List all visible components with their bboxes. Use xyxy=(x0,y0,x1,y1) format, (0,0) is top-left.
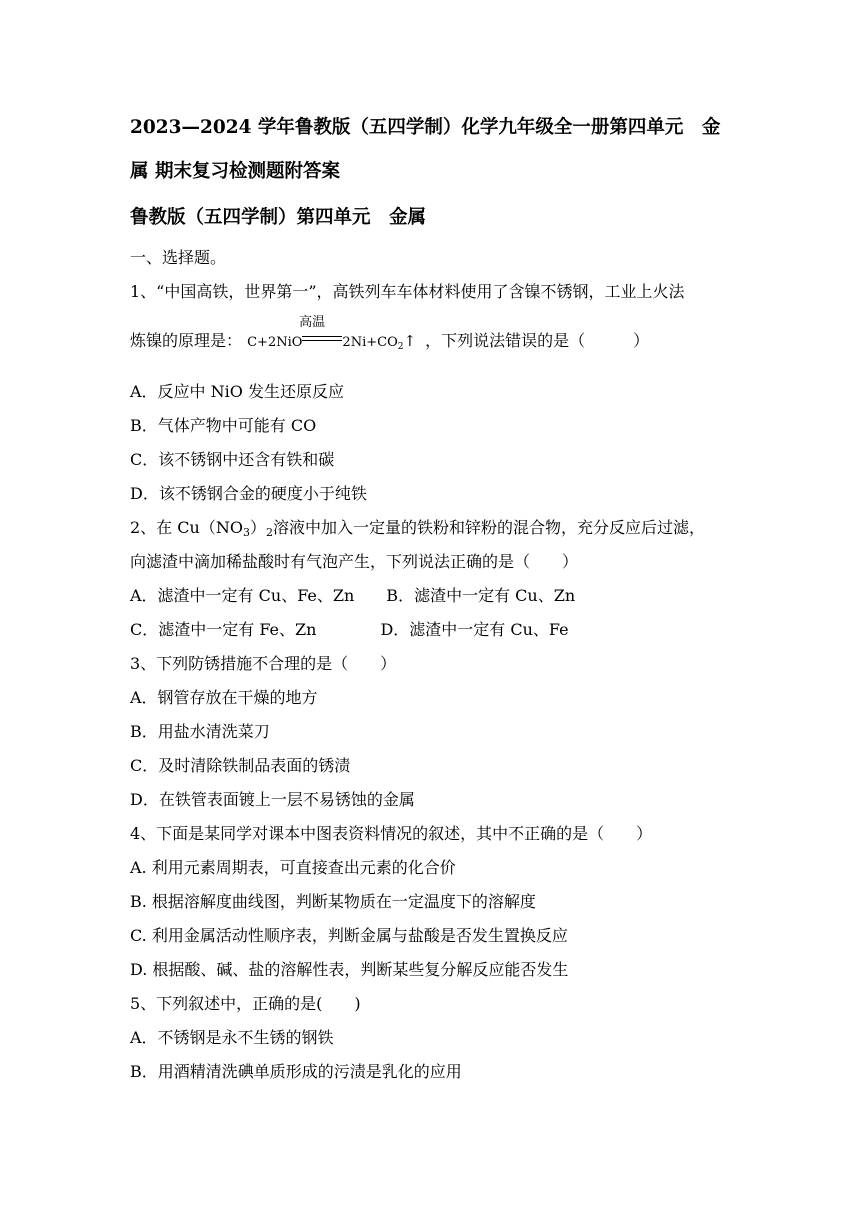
equals-sign-icon xyxy=(302,335,342,343)
equation-products: 2Ni+CO xyxy=(342,335,398,350)
equation-condition: 高温 xyxy=(299,315,326,330)
q2-subscript-2: 2 xyxy=(265,526,273,539)
q5-option-a: A．不锈钢是永不生锈的钢铁 xyxy=(130,1028,334,1047)
q2-subscript-1: 3 xyxy=(242,526,250,539)
q1-option-c: C．该不锈钢中还含有铁和碳 xyxy=(130,450,335,469)
q4-option-b: B. 根据溶解度曲线图，判断某物质在一定温度下的溶解度 xyxy=(130,892,536,911)
equation-reactants: C+2NiO xyxy=(247,335,303,350)
q1-option-d: D．该不锈钢合金的硬度小于纯铁 xyxy=(130,484,367,503)
gas-arrow-icon: ↑ xyxy=(403,332,417,350)
q4-option-c: C. 利用金属活动性顺序表，判断金属与盐酸是否发生置换反应 xyxy=(130,926,568,945)
q2-stem-line-2: 向滤渣中滴加稀盐酸时有气泡产生，下列说法正确的是（ ） xyxy=(130,552,579,571)
chemical-equation xyxy=(247,315,417,357)
q1-prefix: 炼镍的原理是： xyxy=(130,331,243,350)
q2-text-a: 2、在 Cu（NO xyxy=(130,518,243,537)
q4-option-a: A. 利用元素周期表，可直接查出元素的化合价 xyxy=(130,858,456,877)
document-title-line-1: 2023—2024 学年鲁教版（五四学制）化学九年级全一册第四单元 金 xyxy=(130,117,721,138)
q2-text-b: ） xyxy=(249,518,266,537)
q1-suffix: ，下列说法错误的是（ ） xyxy=(425,331,650,350)
q2-options-row-2: C．滤渣中一定有 Fe、Zn D．滤渣中一定有 Cu、Fe xyxy=(130,620,569,639)
q1-option-b: B．气体产物中可能有 CO xyxy=(130,416,317,435)
q2-stem-line-1 xyxy=(130,518,705,538)
q3-option-b: B．用盐水清洗菜刀 xyxy=(130,722,270,741)
q2-text-c: 溶液中加入一定量的铁粉和锌粉的混合物，充分反应后过滤， xyxy=(272,518,705,537)
unit-subtitle: 鲁教版（五四学制）第四单元 金属 xyxy=(130,207,427,228)
section-heading: 一、选择题。 xyxy=(130,248,227,267)
q4-option-d: D. 根据酸、碱、盐的溶解性表，判断某些复分解反应能否发生 xyxy=(130,960,569,979)
q5-option-b: B．用酒精清洗碘单质形成的污渍是乳化的应用 xyxy=(130,1062,462,1081)
q1-stem-line-1: 1、“中国高铁，世界第一”，高铁列车车体材料使用了含镍不锈钢，工业上火法 xyxy=(130,282,685,301)
q1-stem-line-2 xyxy=(130,315,650,357)
equation-subscript: 2 xyxy=(397,342,404,352)
q3-option-d: D．在铁管表面镀上一层不易锈蚀的金属 xyxy=(130,790,415,809)
q2-options-row-1: A．滤渣中一定有 Cu、Fe、Zn B．滤渣中一定有 Cu、Zn xyxy=(130,586,576,605)
q1-option-a: A．反应中 NiO 发生还原反应 xyxy=(130,382,344,401)
q3-stem: 3、下列防锈措施不合理的是（ ） xyxy=(130,654,397,673)
q3-option-a: A．钢管存放在干燥的地方 xyxy=(130,688,318,707)
q5-stem: 5、下列叙述中，正确的是( ) xyxy=(130,994,361,1013)
q3-option-c: C．及时清除铁制品表面的锈渍 xyxy=(130,756,351,775)
document-title-line-2: 属 期末复习检测题附答案 xyxy=(130,161,340,182)
q4-stem: 4、下面是某同学对课本中图表资料情况的叙述，其中不正确的是（ ） xyxy=(130,824,653,843)
